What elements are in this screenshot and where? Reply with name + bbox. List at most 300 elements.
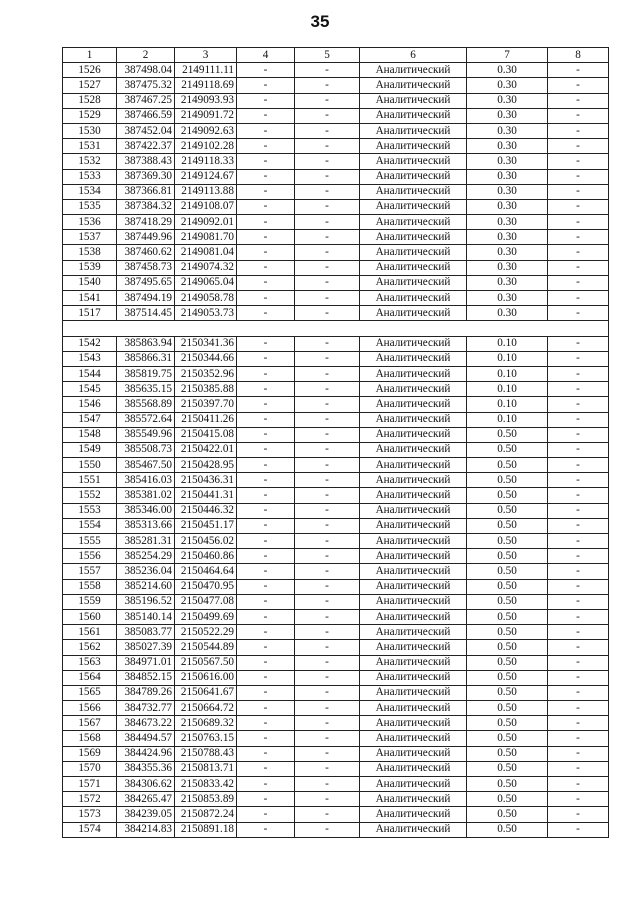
table-row xyxy=(63,807,609,822)
table-cell: 0.30 xyxy=(467,169,548,184)
table-cell: Аналитический xyxy=(360,655,467,670)
table-row xyxy=(63,442,609,457)
table-cell: Аналитический xyxy=(360,503,467,518)
table-cell: 0.50 xyxy=(467,777,548,792)
table-cell: 1529 xyxy=(63,108,117,123)
table-cell: - xyxy=(237,807,295,822)
table-cell: 1554 xyxy=(63,518,117,533)
table-row xyxy=(63,245,609,260)
table-cell: 0.50 xyxy=(467,655,548,670)
table-cell: 0.30 xyxy=(467,260,548,275)
table-cell: 1570 xyxy=(63,761,117,776)
table-cell: 2150499.69 xyxy=(175,609,237,624)
table-cell: - xyxy=(295,154,360,169)
table-cell: 2149113.88 xyxy=(175,184,237,199)
table-cell: Аналитический xyxy=(360,488,467,503)
table-cell: - xyxy=(295,336,360,351)
table-cell: 1564 xyxy=(63,670,117,685)
table-cell: - xyxy=(548,199,609,214)
table-cell: 385467.50 xyxy=(117,458,175,473)
table-row xyxy=(63,427,609,442)
table-cell: 0.50 xyxy=(467,594,548,609)
table-row xyxy=(63,382,609,397)
table-cell: - xyxy=(295,78,360,93)
empty-cell xyxy=(295,321,360,336)
table-cell: - xyxy=(548,366,609,381)
table-cell: - xyxy=(548,746,609,761)
table-cell: 384424.96 xyxy=(117,746,175,761)
table-cell: - xyxy=(295,473,360,488)
table-cell: 0.50 xyxy=(467,761,548,776)
table-cell: 384789.26 xyxy=(117,685,175,700)
table-cell: - xyxy=(237,245,295,260)
table-cell: - xyxy=(548,78,609,93)
table-cell: - xyxy=(237,609,295,624)
table-cell: - xyxy=(548,397,609,412)
table-cell: Аналитический xyxy=(360,458,467,473)
table-cell: 2149093.93 xyxy=(175,93,237,108)
column-header: 8 xyxy=(548,48,609,63)
table-cell: Аналитический xyxy=(360,123,467,138)
table-cell: 387495.65 xyxy=(117,275,175,290)
table-cell: 0.50 xyxy=(467,564,548,579)
table-cell: - xyxy=(237,260,295,275)
table-cell: - xyxy=(295,184,360,199)
table-cell: Аналитический xyxy=(360,594,467,609)
table-cell: - xyxy=(548,245,609,260)
table-cell: 0.50 xyxy=(467,518,548,533)
table-cell: Аналитический xyxy=(360,154,467,169)
table-cell: 0.50 xyxy=(467,822,548,837)
table-cell: - xyxy=(295,351,360,366)
table-cell: - xyxy=(295,549,360,564)
table-cell: - xyxy=(548,63,609,78)
table-cell: 385236.04 xyxy=(117,564,175,579)
table-cell: - xyxy=(237,488,295,503)
table-cell: Аналитический xyxy=(360,382,467,397)
table-cell: - xyxy=(548,503,609,518)
table-cell: - xyxy=(237,184,295,199)
table-cell: 2150544.89 xyxy=(175,640,237,655)
table-cell: Аналитический xyxy=(360,230,467,245)
table-row xyxy=(63,199,609,214)
table-cell: Аналитический xyxy=(360,518,467,533)
table-row xyxy=(63,291,609,306)
table-cell: 384239.05 xyxy=(117,807,175,822)
table-cell: 1567 xyxy=(63,716,117,731)
table-cell: 2150415.08 xyxy=(175,427,237,442)
table-cell: 2150477.08 xyxy=(175,594,237,609)
table-row xyxy=(63,534,609,549)
table-cell: Аналитический xyxy=(360,473,467,488)
table-cell: 385549.96 xyxy=(117,427,175,442)
table-cell: - xyxy=(295,564,360,579)
table-cell: 2149065.04 xyxy=(175,275,237,290)
table-cell: 384732.77 xyxy=(117,701,175,716)
table-row xyxy=(63,792,609,807)
table-cell: 0.30 xyxy=(467,275,548,290)
table-cell: 1537 xyxy=(63,230,117,245)
table-row xyxy=(63,412,609,427)
table-cell: 1561 xyxy=(63,625,117,640)
table-cell: 0.10 xyxy=(467,351,548,366)
table-cell: Аналитический xyxy=(360,670,467,685)
table-row xyxy=(63,215,609,230)
table-cell: 387369.30 xyxy=(117,169,175,184)
empty-cell xyxy=(360,321,467,336)
table-cell: 0.50 xyxy=(467,503,548,518)
table-cell: - xyxy=(548,488,609,503)
table-cell: - xyxy=(237,154,295,169)
table-cell: - xyxy=(237,761,295,776)
table-cell: - xyxy=(237,412,295,427)
table-cell: - xyxy=(237,625,295,640)
table-cell: - xyxy=(237,822,295,837)
table-cell: - xyxy=(548,670,609,685)
table-cell: - xyxy=(295,306,360,321)
table-cell: 2150813.71 xyxy=(175,761,237,776)
table-cell: - xyxy=(295,655,360,670)
table-cell: 1556 xyxy=(63,549,117,564)
table-cell: - xyxy=(295,275,360,290)
table-cell: 2149058.78 xyxy=(175,291,237,306)
table-cell: - xyxy=(548,123,609,138)
table-cell: 1533 xyxy=(63,169,117,184)
table-cell: - xyxy=(295,716,360,731)
table-cell: 2150352.96 xyxy=(175,366,237,381)
table-cell: - xyxy=(295,458,360,473)
table-cell: 1531 xyxy=(63,139,117,154)
table-cell: 385214.60 xyxy=(117,579,175,594)
table-cell: 1540 xyxy=(63,275,117,290)
table-cell: 1562 xyxy=(63,640,117,655)
table-cell: 385381.02 xyxy=(117,488,175,503)
table-row xyxy=(63,670,609,685)
table-cell: - xyxy=(237,473,295,488)
table-cell: 1568 xyxy=(63,731,117,746)
table-cell: 1569 xyxy=(63,746,117,761)
table-cell: 387460.62 xyxy=(117,245,175,260)
table-cell: 2149074.32 xyxy=(175,260,237,275)
table-row xyxy=(63,169,609,184)
table-cell: - xyxy=(237,169,295,184)
table-cell: - xyxy=(548,139,609,154)
table-cell: 2149081.70 xyxy=(175,230,237,245)
table-cell: - xyxy=(548,427,609,442)
table-cell: 2150833.42 xyxy=(175,777,237,792)
table-cell: 1573 xyxy=(63,807,117,822)
table-cell: - xyxy=(548,215,609,230)
table-cell: 2150436.31 xyxy=(175,473,237,488)
table-cell: 2149053.73 xyxy=(175,306,237,321)
coordinates-table xyxy=(62,47,609,838)
table-row xyxy=(63,306,609,321)
table-cell: 0.50 xyxy=(467,458,548,473)
table-cell: - xyxy=(237,78,295,93)
table-cell: - xyxy=(295,442,360,457)
table-cell: 0.10 xyxy=(467,412,548,427)
table-cell: 2149108.07 xyxy=(175,199,237,214)
table-cell: Аналитический xyxy=(360,807,467,822)
table-row xyxy=(63,260,609,275)
table-cell: 0.50 xyxy=(467,427,548,442)
empty-cell xyxy=(237,321,295,336)
table-cell: 1558 xyxy=(63,579,117,594)
table-cell: 385568.89 xyxy=(117,397,175,412)
table-cell: - xyxy=(237,351,295,366)
table-cell: - xyxy=(237,670,295,685)
table-cell: 1545 xyxy=(63,382,117,397)
table-cell: - xyxy=(548,534,609,549)
table-cell: - xyxy=(548,549,609,564)
table-cell: 0.50 xyxy=(467,792,548,807)
table-cell: 2150341.36 xyxy=(175,336,237,351)
table-cell: 0.50 xyxy=(467,534,548,549)
table-cell: Аналитический xyxy=(360,427,467,442)
table-cell: - xyxy=(548,807,609,822)
table-cell: 0.50 xyxy=(467,716,548,731)
table-cell: 2150456.02 xyxy=(175,534,237,549)
table-row xyxy=(63,108,609,123)
table-cell: - xyxy=(295,245,360,260)
table-cell: Аналитический xyxy=(360,139,467,154)
table-cell: Аналитический xyxy=(360,685,467,700)
table-cell: - xyxy=(237,731,295,746)
table-cell: 1552 xyxy=(63,488,117,503)
table-cell: 1566 xyxy=(63,701,117,716)
table-row xyxy=(63,625,609,640)
table-cell: 1526 xyxy=(63,63,117,78)
table-cell: 385254.29 xyxy=(117,549,175,564)
table-cell: 2150451.17 xyxy=(175,518,237,533)
table-cell: 0.30 xyxy=(467,199,548,214)
table-cell: 2150344.66 xyxy=(175,351,237,366)
table-cell: Аналитический xyxy=(360,291,467,306)
table-cell: 385281.31 xyxy=(117,534,175,549)
table-cell: Аналитический xyxy=(360,701,467,716)
table-cell: Аналитический xyxy=(360,78,467,93)
table-cell: 2150891.18 xyxy=(175,822,237,837)
table-cell: 2150411.26 xyxy=(175,412,237,427)
table-cell: - xyxy=(237,564,295,579)
table-cell: 2150522.29 xyxy=(175,625,237,640)
table-cell: 0.50 xyxy=(467,609,548,624)
table-row xyxy=(63,488,609,503)
table-cell: 1572 xyxy=(63,792,117,807)
column-header: 3 xyxy=(175,48,237,63)
table-cell: - xyxy=(548,230,609,245)
table-cell: 2149081.04 xyxy=(175,245,237,260)
table-cell: - xyxy=(295,534,360,549)
table-cell: - xyxy=(548,792,609,807)
table-cell: - xyxy=(548,306,609,321)
table-row xyxy=(63,473,609,488)
column-header: 4 xyxy=(237,48,295,63)
table-cell: 2150441.31 xyxy=(175,488,237,503)
column-header: 5 xyxy=(295,48,360,63)
table-cell: - xyxy=(237,215,295,230)
table-cell: 2150763.15 xyxy=(175,731,237,746)
table-cell: 1534 xyxy=(63,184,117,199)
table-cell: 387458.73 xyxy=(117,260,175,275)
table-cell: 1542 xyxy=(63,336,117,351)
table-cell: 0.30 xyxy=(467,154,548,169)
table-cell: 2149091.72 xyxy=(175,108,237,123)
table-cell: 1553 xyxy=(63,503,117,518)
table-cell: 1530 xyxy=(63,123,117,138)
table-cell: 0.50 xyxy=(467,685,548,700)
table-cell: - xyxy=(548,184,609,199)
table-cell: 385346.00 xyxy=(117,503,175,518)
table-cell: Аналитический xyxy=(360,63,467,78)
column-header: 6 xyxy=(360,48,467,63)
table-cell: - xyxy=(295,412,360,427)
table-cell: 1544 xyxy=(63,366,117,381)
table-cell: 1547 xyxy=(63,412,117,427)
empty-cell xyxy=(548,321,609,336)
table-cell: - xyxy=(237,716,295,731)
table-cell: 384306.62 xyxy=(117,777,175,792)
table-row xyxy=(63,564,609,579)
table-cell: - xyxy=(548,579,609,594)
table-cell: - xyxy=(295,503,360,518)
table-cell: 0.50 xyxy=(467,731,548,746)
table-cell: 1559 xyxy=(63,594,117,609)
table-cell: 2150422.01 xyxy=(175,442,237,457)
table-cell: - xyxy=(295,731,360,746)
table-cell: - xyxy=(295,488,360,503)
table-cell: 2149111.11 xyxy=(175,63,237,78)
table-cell: - xyxy=(237,336,295,351)
table-row xyxy=(63,716,609,731)
table-cell: 0.50 xyxy=(467,701,548,716)
table-cell: 385027.39 xyxy=(117,640,175,655)
table-cell: Аналитический xyxy=(360,412,467,427)
table-cell: 387388.43 xyxy=(117,154,175,169)
table-cell: - xyxy=(237,366,295,381)
table-cell: Аналитический xyxy=(360,625,467,640)
table-cell: - xyxy=(237,275,295,290)
table-cell: Аналитический xyxy=(360,215,467,230)
table-cell: 2150641.67 xyxy=(175,685,237,700)
table-cell: 0.50 xyxy=(467,473,548,488)
table-cell: - xyxy=(295,382,360,397)
table-row xyxy=(63,275,609,290)
table-cell: - xyxy=(237,458,295,473)
table-body xyxy=(63,63,609,838)
table-cell: 1548 xyxy=(63,427,117,442)
header-row xyxy=(63,48,609,63)
table-cell: - xyxy=(295,579,360,594)
table-cell: - xyxy=(295,169,360,184)
table-row xyxy=(63,139,609,154)
table-cell: Аналитический xyxy=(360,351,467,366)
table-cell: - xyxy=(237,549,295,564)
table-cell: 2150689.32 xyxy=(175,716,237,731)
table-cell: 2150872.24 xyxy=(175,807,237,822)
table-cell: - xyxy=(237,534,295,549)
table-row xyxy=(63,579,609,594)
table-cell: - xyxy=(548,564,609,579)
table-cell: 2150470.95 xyxy=(175,579,237,594)
table-cell: 1550 xyxy=(63,458,117,473)
table-cell: - xyxy=(548,351,609,366)
table-cell: - xyxy=(548,93,609,108)
table-cell: - xyxy=(237,199,295,214)
table-cell: - xyxy=(237,230,295,245)
table-cell: 1549 xyxy=(63,442,117,457)
table-cell: - xyxy=(295,792,360,807)
table-cell: 2149118.33 xyxy=(175,154,237,169)
table-cell: - xyxy=(548,154,609,169)
table-cell: - xyxy=(237,655,295,670)
table-cell: Аналитический xyxy=(360,184,467,199)
table-cell: 1546 xyxy=(63,397,117,412)
table-cell: Аналитический xyxy=(360,366,467,381)
table-cell: 1535 xyxy=(63,199,117,214)
table-cell: - xyxy=(295,746,360,761)
table-cell: 385083.77 xyxy=(117,625,175,640)
table-cell: - xyxy=(548,169,609,184)
table-cell: 1539 xyxy=(63,260,117,275)
table-cell: Аналитический xyxy=(360,108,467,123)
table-cell: - xyxy=(548,412,609,427)
table-cell: - xyxy=(237,503,295,518)
table-cell: 0.50 xyxy=(467,670,548,685)
table-cell: Аналитический xyxy=(360,549,467,564)
table-cell: 0.30 xyxy=(467,230,548,245)
table-cell: 387418.29 xyxy=(117,215,175,230)
table-cell: 1541 xyxy=(63,291,117,306)
table-row xyxy=(63,731,609,746)
table-cell: - xyxy=(295,230,360,245)
table-cell: 0.50 xyxy=(467,442,548,457)
table-row xyxy=(63,93,609,108)
table-row xyxy=(63,154,609,169)
table-cell: - xyxy=(295,685,360,700)
table-cell: 387498.04 xyxy=(117,63,175,78)
table-cell: 384673.22 xyxy=(117,716,175,731)
table-cell: - xyxy=(548,108,609,123)
table-row xyxy=(63,230,609,245)
table-row xyxy=(63,594,609,609)
table-cell: 2150397.70 xyxy=(175,397,237,412)
table-cell: - xyxy=(295,108,360,123)
table-cell: - xyxy=(237,594,295,609)
table-row xyxy=(63,123,609,138)
empty-cell xyxy=(467,321,548,336)
table-cell: - xyxy=(548,442,609,457)
table-cell: - xyxy=(237,518,295,533)
table-cell: 2150464.64 xyxy=(175,564,237,579)
table-cell: Аналитический xyxy=(360,579,467,594)
table-cell: - xyxy=(295,609,360,624)
table-cell: - xyxy=(548,685,609,700)
table-cell: - xyxy=(295,260,360,275)
table-cell: Аналитический xyxy=(360,442,467,457)
table-cell: 0.30 xyxy=(467,108,548,123)
table-cell: 1543 xyxy=(63,351,117,366)
table-cell: - xyxy=(295,807,360,822)
table-cell: 2149118.69 xyxy=(175,78,237,93)
table-cell: 385866.31 xyxy=(117,351,175,366)
table-cell: - xyxy=(295,427,360,442)
table-row xyxy=(63,351,609,366)
table-cell: - xyxy=(237,701,295,716)
table-cell: - xyxy=(237,792,295,807)
page-number: 35 xyxy=(310,12,330,31)
table-cell: 0.30 xyxy=(467,63,548,78)
